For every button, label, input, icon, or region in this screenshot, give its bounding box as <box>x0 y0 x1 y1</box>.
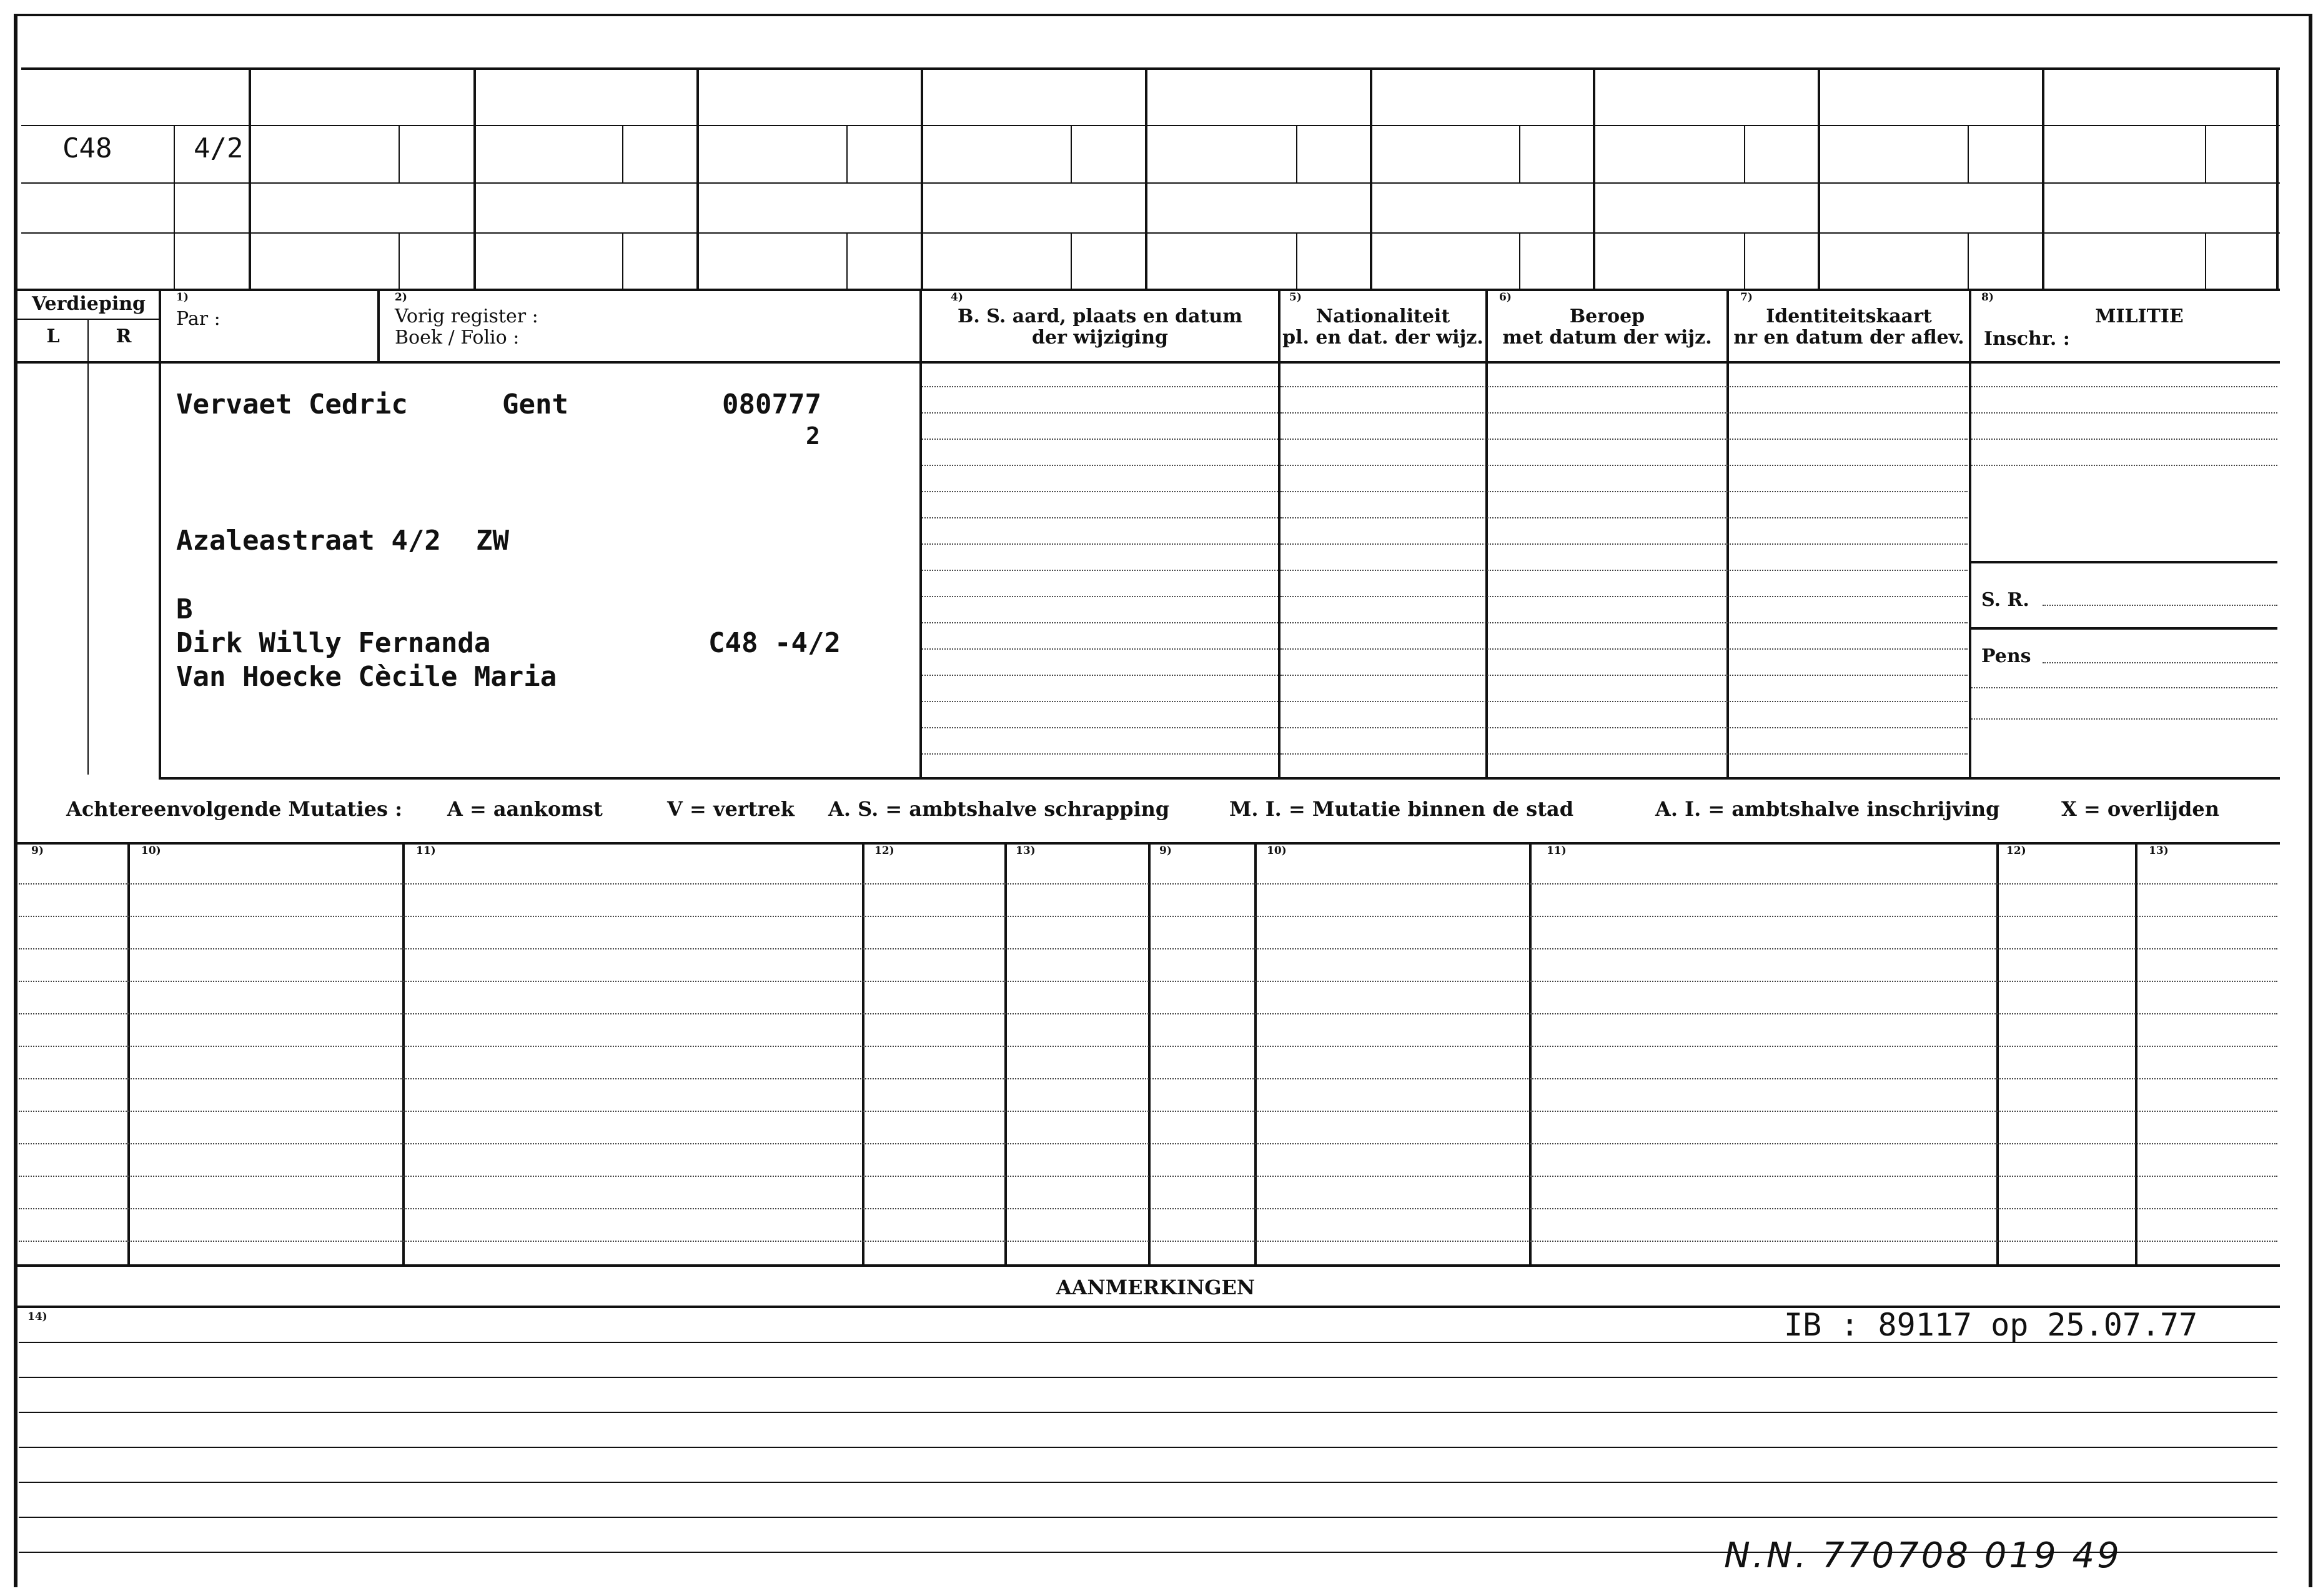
top-unit: 4/2 <box>194 132 244 164</box>
person-mother: Van Hoecke Cècile Maria <box>176 661 557 693</box>
identiteitskaart-header: Identiteitskaart <box>1766 305 1932 327</box>
remarks-title: AANMERKINGEN <box>1056 1276 1256 1299</box>
par-label: Par : <box>176 308 220 330</box>
person-address-code: ZW <box>476 525 509 557</box>
beroep-sub: met datum der wijz. <box>1502 327 1712 349</box>
beroep-header: Beroep <box>1569 305 1645 327</box>
person-birthdate: 080777 <box>722 389 821 420</box>
bs-header-line2: der wijziging <box>1032 327 1168 349</box>
col-number-2: 2) <box>395 291 407 304</box>
verdieping-label: Verdieping <box>31 293 146 315</box>
mut-col-12b: 12) <box>2006 845 2026 857</box>
person-name: Vervaet Cedric <box>176 389 408 420</box>
legend-vertrek: V = vertrek <box>667 797 795 821</box>
legend-title: Achtereenvolgende Mutaties : <box>66 797 402 821</box>
col-number-4: 4) <box>951 291 963 304</box>
mut-col-9a: 9) <box>31 845 44 857</box>
mut-col-10b: 10) <box>1267 845 1287 857</box>
sr-label: S. R. <box>1981 589 2029 611</box>
legend-aankomst: A = aankomst <box>447 797 603 821</box>
mut-col-10a: 10) <box>141 845 161 857</box>
handwritten-number: N.N. 770708 019 49 <box>1724 1535 2122 1576</box>
legend-inschrijving: A. I. = ambtshalve inschrijving <box>1655 797 2000 821</box>
person-address: Azaleastraat 4/2 <box>176 525 441 557</box>
person-ref: C48 -4/2 <box>708 627 841 659</box>
left-label: L <box>46 325 60 347</box>
top-code: C48 <box>62 132 112 164</box>
mut-col-12a: 12) <box>874 845 894 857</box>
remarks-entry: IB : 89117 op 25.07.77 <box>1784 1307 2198 1343</box>
militie-header: MILITIE <box>2095 305 2184 327</box>
mut-col-11b: 11) <box>1547 845 1567 857</box>
nationaliteit-header: Nationaliteit <box>1315 305 1450 327</box>
col-number-6: 6) <box>1499 291 1512 304</box>
remarks-number: 14) <box>27 1311 47 1323</box>
mut-col-13a: 13) <box>1016 845 1036 857</box>
legend-overlijden: X = overlijden <box>2061 797 2219 821</box>
col-number-5: 5) <box>1289 291 1302 304</box>
col-number-8: 8) <box>1981 291 1994 304</box>
col-number-1: 1) <box>176 291 189 304</box>
boek-folio-label: Boek / Folio : <box>395 327 520 349</box>
person-father: Dirk Willy Fernanda <box>176 627 491 659</box>
person-birthplace: Gent <box>502 389 568 420</box>
mut-col-13b: 13) <box>2149 845 2169 857</box>
identiteitskaart-sub: nr en datum der aflev. <box>1733 327 1964 349</box>
person-sex-code: 2 <box>806 422 820 450</box>
inschr-label: Inschr. : <box>1984 328 2070 350</box>
mut-col-9b: 9) <box>1159 845 1172 857</box>
pens-label: Pens <box>1981 645 2031 667</box>
legend-schrapping: A. S. = ambtshalve schrapping <box>828 797 1170 821</box>
col-number-7: 7) <box>1740 291 1753 304</box>
bs-header-line1: B. S. aard, plaats en datum <box>958 305 1242 327</box>
nationaliteit-sub: pl. en dat. der wijz. <box>1282 327 1483 349</box>
person-relation: B <box>176 593 193 625</box>
vorig-register-label: Vorig register : <box>395 305 538 327</box>
legend-mutatie: M. I. = Mutatie binnen de stad <box>1229 797 1574 821</box>
mut-col-11a: 11) <box>416 845 436 857</box>
right-label: R <box>116 325 132 347</box>
